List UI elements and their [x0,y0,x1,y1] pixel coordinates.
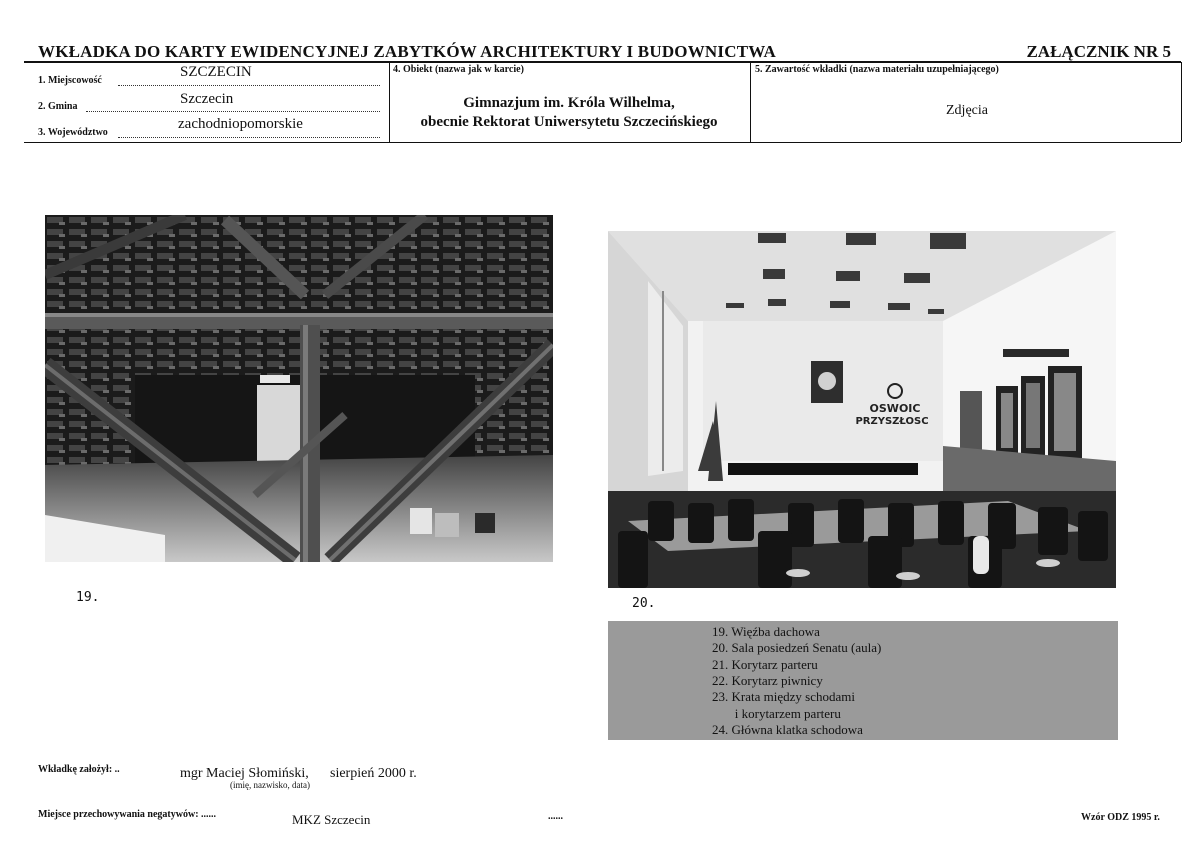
negatywy-value: MKZ Szczecin [292,812,371,827]
annex-number: ZAŁĄCZNIK NR 5 [1026,42,1171,61]
photo-19-number: 19. [76,590,100,605]
caption-item: 22. Korytarz piwnicy [712,673,823,688]
document-title: WKŁADKA DO KARTY EWIDENCYJNEJ ZABYTKÓW ARCHITEKTURY I BUDOWNICTWA [38,42,777,61]
zawartosc-value: Zdjęcia [946,103,988,118]
zawartosc-label: 5. Zawartość wkładki (nazwa materiału uzupełniającego) [755,64,999,75]
caption-item: 20. Sala posiedzeń Senatu (aula) [712,640,882,655]
gmina-value: Szczecin [180,91,234,107]
author-date: sierpień 2000 r. [330,766,417,781]
form-bottom-rule [24,142,1181,143]
negatywy-label: Miejsce przechowywania negatywów: ...... [38,809,217,820]
dotted-line [86,111,380,112]
senate-hall-photo [608,231,1116,588]
miejscowosc-label: 1. Miejscowość [38,75,102,86]
dotted-line [118,137,380,138]
attic-roof-truss-photo [45,215,553,562]
caption-box [608,621,1118,740]
caption-item: 24. Główna klatka schodowa [712,722,863,737]
caption-item: 19. Więźba dachowa [712,624,820,639]
wojewodztwo-value: zachodniopomorskie [178,116,303,132]
negatywy-dots: ...... [548,811,563,822]
column-divider [750,62,751,142]
caption-item: 23. Krata między schodami [712,689,855,704]
column-divider [1181,62,1182,142]
obiekt-value [390,94,748,132]
author-name: mgr Maciej Słomiński, [180,766,309,781]
obiekt-label: 4. Obiekt (nazwa jak w karcie) [393,64,524,75]
wall-text-line-1: OSWOIC [869,402,921,415]
wall-text-line-2: PRZYSZŁOSC [855,416,929,427]
caption-item: 21. Korytarz parteru [712,657,818,672]
obiekt-line-1: Gimnazjum im. Króla Wilhelma, [463,95,675,111]
header-rule [24,61,1181,63]
gmina-label: 2. Gmina [38,101,78,112]
form-template-version: Wzór ODZ 1995 r. [1081,812,1160,823]
dotted-line [118,85,380,86]
obiekt-line-2: obecnie Rektorat Uniwersytetu Szczecińskiego [420,114,718,130]
caption-item: i korytarzem parteru [712,706,841,721]
wojewodztwo-label: 3. Województwo [38,127,108,138]
zalozyl-label: Wkładkę założył: .. [38,764,120,775]
miejscowosc-value: SZCZECIN [180,64,252,80]
author-hint: (imię, nazwisko, data) [230,780,310,790]
photo-20-number: 20. [632,596,656,611]
